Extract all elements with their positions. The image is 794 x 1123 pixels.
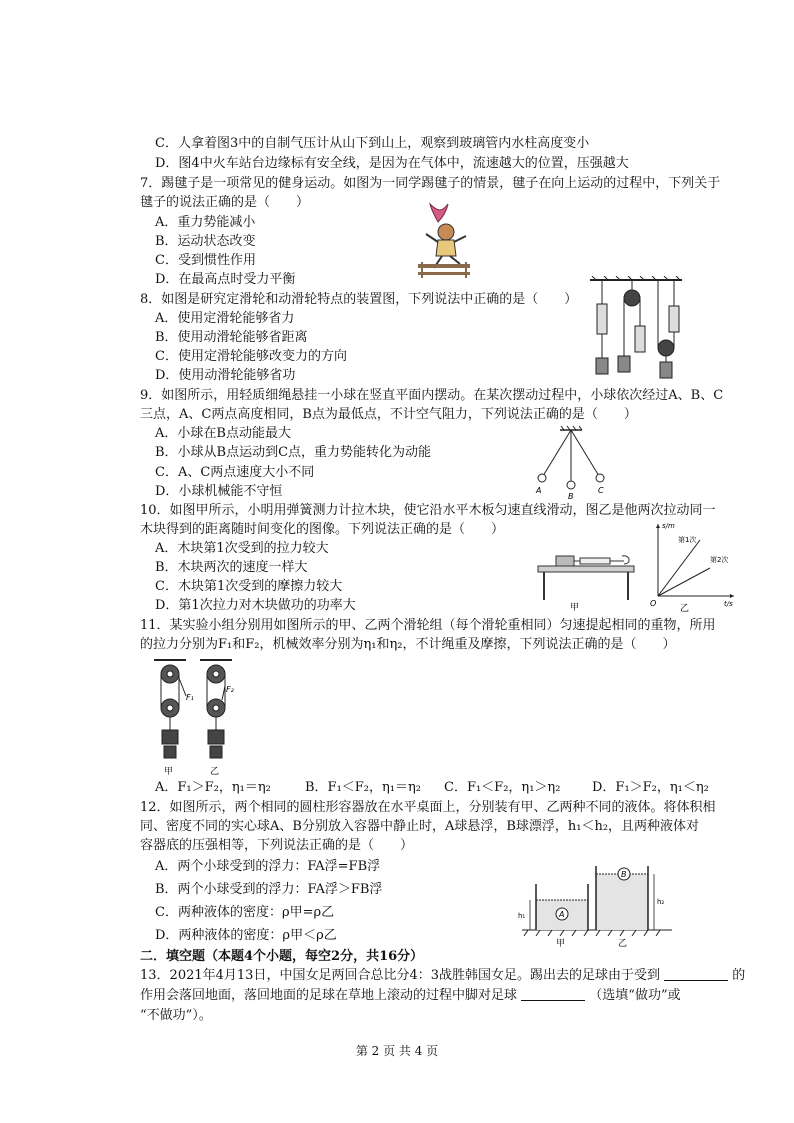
q13-blank-2[interactable] [521, 986, 585, 1001]
q11-option-c: C．F₁＜F₂，η₁＞η₂ [444, 780, 561, 795]
q8-option-b: B．使用动滑轮能够省距离 [155, 330, 308, 345]
graph-y-axis-label: s/m [662, 522, 675, 530]
container-yi-label: 乙 [618, 939, 628, 949]
q12-option-d: D．两种液体的密度：ρ甲＜ρ乙 [155, 928, 337, 943]
q10-option-c: C．木块第1次受到的摩擦力较大 [155, 579, 343, 594]
q6-option-c: C．人拿着图3中的自制气压计从山下到山上，观察到玻璃管内水柱高度变小 [155, 136, 590, 151]
ball-a-label: A [559, 910, 565, 919]
q9-option-d: D．小球机械能不守恒 [155, 484, 283, 499]
graph-line-first [658, 540, 700, 596]
q9-stem-line1: 9．如图所示，用轻质细绳悬挂一小球在竖直平面内摆动。在某次摆动过程中，小球依次经过A、B、C [140, 388, 724, 403]
container-jia-label: 甲 [556, 939, 566, 949]
section-fill-in-heading: 二．填空题（本题4个小题，每空2分，共16分） [140, 949, 424, 964]
pulley-groups-figure [150, 656, 244, 780]
liquid-containers-figure [516, 862, 676, 950]
q12-option-a: A．两个小球受到的浮力：FA浮=FB浮 [155, 859, 381, 874]
graph-line-first-label: 第1次 [678, 536, 697, 544]
fig-yi-label: 乙 [680, 604, 690, 612]
q11-option-d: D．F₁＞F₂，η₁＜η₂ [592, 780, 709, 795]
q8-option-a: A．使用定滑轮能够省力 [155, 311, 295, 326]
force-f1-label: F₁ [186, 693, 194, 702]
q12-option-b: B．两个小球受到的浮力：FA浮＞FB浮 [155, 882, 383, 897]
q13-line1 [140, 966, 745, 986]
q11-stem-line2: 的拉力分别为F₁和F₂，机械效率分别为η₁和η₂，不计绳重及摩擦，下列说法正确的是（ ） [140, 637, 676, 652]
q9-option-b: B．小球从B点运动到C点，重力势能转化为动能 [155, 445, 432, 460]
q12-stem-line1: 12．如图所示，两个相同的圆柱形容器放在水平桌面上，分别装有甲、乙两种不同的液体。将体积相 [140, 800, 716, 815]
pendulum-label-b: B [568, 492, 574, 500]
q12-stem-line2: 同、密度不同的实心球A、B分别放入容器中静止时，A球悬浮，B球漂浮，h₁＜h₂，且两种液体对 [140, 819, 700, 834]
q9-option-a: A．小球在B点动能最大 [155, 426, 291, 441]
q7-option-d: D．在最高点时受力平衡 [155, 272, 296, 287]
fig-jia-label: 甲 [570, 603, 580, 612]
q13-text-line2a: 作用会落回地面，落回地面的足球在草地上滚动的过程中脚对足球 [140, 988, 518, 1003]
graph-origin-label: O [650, 599, 657, 608]
ball-b-label: B [621, 870, 627, 879]
force-f2-label: F₂ [226, 685, 234, 694]
graph-line-second-label: 第2次 [710, 556, 729, 564]
pulley-jia-label: 甲 [164, 767, 174, 777]
q7-stem-line1: 7．踢毽子是一项常见的健身运动。如图为一同学踢毽子的情景，毽子在向上运动的过程中，下列关于 [140, 176, 721, 191]
spring-scale-block-figure [534, 548, 638, 612]
q7-option-c: C．受到惯性作用 [155, 253, 256, 268]
height-h1-label: h₁ [518, 912, 526, 920]
q13-text-line2b: （选填“做功”或 [589, 988, 681, 1003]
q8-option-d: D．使用动滑轮能够省功 [155, 368, 296, 383]
pendulum-figure [530, 424, 610, 500]
q8-option-c: C．使用定滑轮能够改变力的方向 [155, 349, 347, 364]
q10-option-b: B．木块两次的速度一样大 [155, 560, 308, 575]
q10-stem-line2: 木块得到的距离随时间变化的图像。下列说法正确的是（ ） [140, 522, 505, 537]
q7-stem-line2: 毽子的说法正确的是（ ） [140, 195, 310, 210]
height-h2-label: h₂ [657, 898, 665, 906]
pendulum-label-c: C [598, 486, 604, 495]
q12-option-c: C．两种液体的密度：ρ甲=ρ乙 [155, 905, 335, 920]
q10-option-d: D．第1次拉力对木块做功的功率大 [155, 598, 356, 613]
pulley-yi-label: 乙 [210, 767, 220, 777]
q7-option-a: A．重力势能减小 [155, 215, 256, 230]
q7-option-b: B．运动状态改变 [155, 234, 256, 249]
q11-option-b: B．F₁＜F₂，η₁＝η₂ [305, 780, 422, 795]
distance-time-graph [648, 518, 738, 612]
q13-line2 [140, 986, 681, 1006]
q9-option-c: C．A、C两点速度大小不同 [155, 465, 315, 480]
q9-stem-line2: 三点，A、C两点高度相同，B点为最低点，不计空气阻力，下列说法正确的是（ ） [140, 407, 637, 422]
q10-option-a: A．木块第1次受到的拉力较大 [155, 541, 329, 556]
shuttlecock-kick-figure [412, 198, 474, 278]
q13-line3: “不做功”）。 [140, 1008, 212, 1023]
q13-text-part1: 13．2021年4月13日，中国女足两回合总比分4：3战胜韩国女足。踢出去的足球由于受到 [140, 968, 660, 983]
q12-stem-line3: 容器底的压强相等，下列说法正确的是（ ） [140, 838, 414, 853]
q6-option-d: D．图4中火车站台边缘标有安全线，是因为在气体中，流速越大的位置，压强越大 [155, 156, 629, 171]
q10-stem-line1: 10．如图甲所示，小明用弹簧测力计拉木块，使它沿水平木板匀速直线滑动，图乙是他两次拉动同一 [140, 503, 716, 518]
pulley-apparatus-figure [588, 276, 684, 384]
pendulum-label-a: A [536, 486, 542, 495]
graph-x-axis-label: t/s [724, 600, 733, 608]
q8-stem: 8．如图是研究定滑轮和动滑轮特点的装置图，下列说法中正确的是（ ） [140, 292, 578, 307]
q13-text-part2: 的 [732, 968, 746, 983]
q11-option-a: A．F₁＞F₂，η₁＝η₂ [155, 780, 271, 795]
graph-line-second [658, 568, 710, 596]
q11-stem-line1: 11．某实验小组分别用如图所示的甲、乙两个滑轮组（每个滑轮重相同）匀速提起相同的重物，所用 [140, 618, 716, 633]
q13-blank-1[interactable] [664, 966, 728, 981]
page-number-footer: 第 2 页 共 4 页 [355, 1044, 439, 1058]
